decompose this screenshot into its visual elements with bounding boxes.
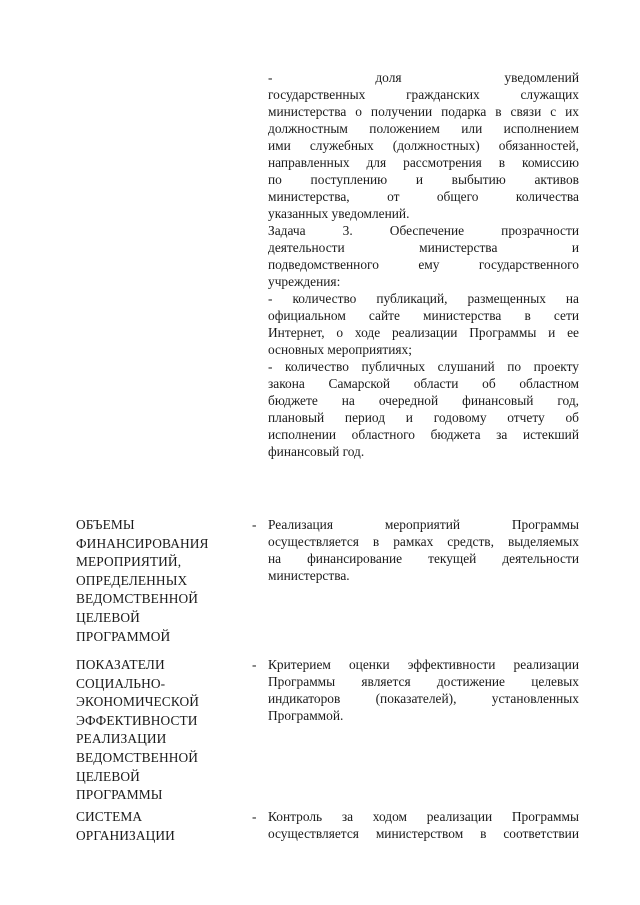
label-line: СОЦИАЛЬНО- bbox=[76, 675, 166, 691]
text-line: указанных уведомлений. bbox=[268, 206, 410, 221]
text-line: основных мероприятиях; bbox=[268, 342, 412, 357]
text-line: индикаторов (показателей), установленных bbox=[268, 691, 579, 706]
text-line: осуществляется министерством в соответствии bbox=[268, 826, 579, 841]
label-line: СИСТЕМА bbox=[76, 809, 143, 824]
label-line: ПОКАЗАТЕЛИ bbox=[76, 657, 165, 672]
label-line: ЦЕЛЕВОЙ bbox=[76, 609, 140, 625]
label-line: ПРОГРАММОЙ bbox=[76, 628, 171, 644]
text-line: официальном сайте министерства в сети bbox=[268, 308, 579, 323]
label-line: ФИНАНСИРОВАНИЯ bbox=[76, 535, 209, 551]
text-line: бюджете на очередной финансовый год, bbox=[268, 393, 579, 408]
section-label bbox=[76, 808, 175, 845]
text-line: направленных для рассмотрения в комиссию bbox=[268, 155, 579, 170]
section-label bbox=[76, 516, 209, 646]
label-line: ОРГАНИЗАЦИИ bbox=[76, 827, 175, 843]
label-line: ВЕДОМСТВЕННОЙ bbox=[76, 749, 199, 765]
text-line: Задача 3. Обеспечение прозрачности bbox=[268, 223, 579, 238]
text-line: закона Самарской области об областном bbox=[268, 376, 579, 391]
text-line: государственных гражданских служащих bbox=[268, 87, 579, 102]
text-line: на финансирование текущей деятельности bbox=[268, 551, 579, 566]
label-line: ОПРЕДЕЛЕННЫХ bbox=[76, 572, 188, 588]
dash-separator: - bbox=[252, 809, 257, 824]
dash-separator: - bbox=[252, 657, 257, 672]
text-line: - доля уведомлений bbox=[268, 70, 579, 85]
text-line: подведомственного ему государственного bbox=[268, 257, 579, 272]
text-line: - количество публикаций, размещенных на bbox=[268, 291, 579, 306]
dash-separator: - bbox=[252, 517, 257, 532]
text-line: Интернет, о ходе реализации Программы и ее bbox=[268, 325, 579, 340]
text-line: - количество публичных слушаний по проекту bbox=[268, 359, 579, 374]
text-line: плановый период и годовому отчету об bbox=[268, 410, 579, 425]
text-line: исполнении областного бюджета за истекший bbox=[268, 427, 579, 442]
text-line: Критерием оценки эффективности реализации bbox=[268, 657, 579, 672]
label-line: ВЕДОМСТВЕННОЙ bbox=[76, 591, 199, 607]
text-line: министерства о получении подарка в связи с их bbox=[268, 104, 579, 119]
label-line: РЕАЛИЗАЦИИ bbox=[76, 731, 167, 747]
text-line: министерства, от общего количества bbox=[268, 189, 579, 204]
label-line: МЕРОПРИЯТИЙ, bbox=[76, 554, 182, 570]
label-line: ЭКОНОМИЧЕСКОЙ bbox=[76, 694, 200, 710]
text-line: министерства. bbox=[268, 568, 350, 583]
section-label bbox=[76, 656, 199, 805]
text-line: Контроль за ходом реализации Программы bbox=[268, 809, 579, 824]
text-line: деятельности министерства и bbox=[268, 240, 579, 255]
label-line: ЭФФЕКТИВНОСТИ bbox=[76, 712, 198, 728]
text-line: должностным положением или исполнением bbox=[268, 121, 579, 136]
label-line: ОБЪЕМЫ bbox=[76, 517, 135, 532]
text-line: Программой. bbox=[268, 708, 344, 723]
text-line: Реализация мероприятий Программы bbox=[268, 517, 579, 532]
label-line: ПРОГРАММЫ bbox=[76, 787, 163, 803]
text-line: учреждения: bbox=[268, 274, 341, 289]
text-line: осуществляется в рамках средств, выделяемых bbox=[268, 534, 579, 549]
label-line: ЦЕЛЕВОЙ bbox=[76, 768, 140, 784]
text-line: по поступлению и выбытию активов bbox=[268, 172, 579, 187]
text-line: финансовый год. bbox=[268, 444, 365, 459]
text-line: ими служебных (должностных) обязанностей, bbox=[268, 138, 579, 153]
text-line: Программы является достижение целевых bbox=[268, 674, 579, 689]
